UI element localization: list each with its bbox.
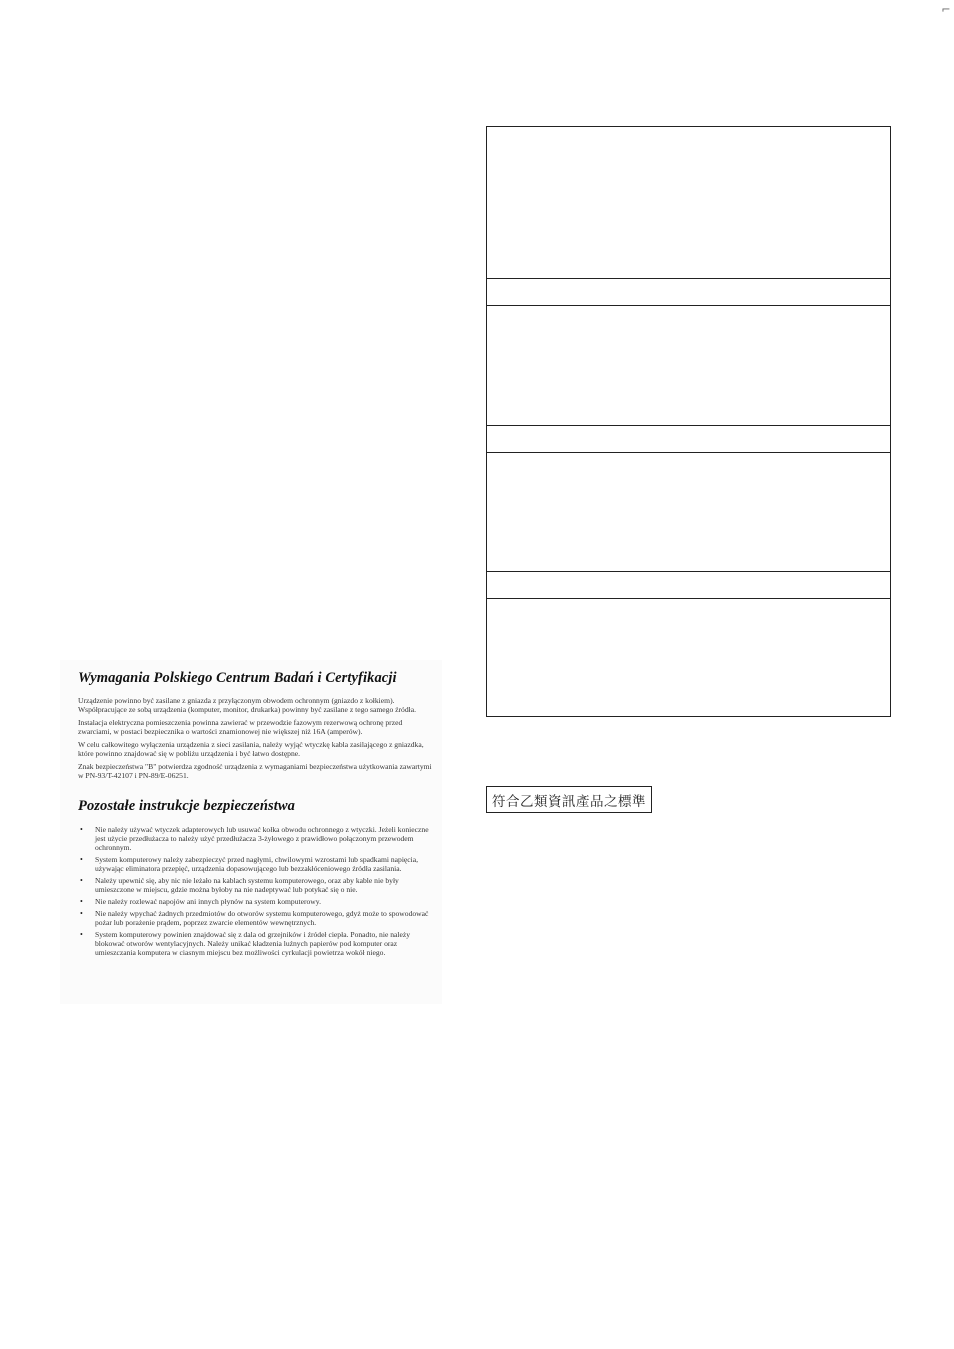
list-item-text: System komputerowy powinien znajdować się z dala od grzejników i źródeł ciepła. Ponadto, nie należy blokować otworów wentylacyjnych. Należy unikać kładzenia luźnych papierów pod komputer oraz umieszczania komputera w ciasnym miejscu bez możliwości cyrkulacji powietrza wokół niego. — [95, 930, 411, 957]
list-item — [78, 855, 436, 873]
polish-paragraph: Instalacja elektryczna pomieszczenia powinna zawierać w przewodzie fazowym rezerwową ochronę przed zwarciami, w postaci bezpiecznika o wartości znamionowej nie większej niż 16A (amperów). — [78, 718, 403, 736]
bullet-icon: • — [80, 897, 83, 906]
bullet-icon: • — [80, 930, 83, 939]
bullet-icon: • — [80, 825, 83, 834]
table-row — [487, 426, 890, 452]
bullet-icon: • — [80, 876, 83, 885]
list-item-text: Nie należy wpychać żadnych przedmiotów do otworów systemu komputerowego, gdyż może to spowodować pożar lub porażenie prądem, poprzez zwarcie elementów wewnętrznych. — [95, 909, 429, 927]
table-row — [487, 453, 890, 571]
list-item — [78, 909, 436, 927]
polish-certification-section — [60, 660, 442, 1004]
list-item — [78, 825, 436, 852]
table-row — [487, 572, 890, 598]
list-item-text: Należy upewnić się, aby nic nie leżało na kablach systemu komputerowego, oraz aby kable nie były umieszczone w miejscu, gdzie można byłoby na nie nadeptywać lub potykać się o nie. — [95, 876, 399, 894]
blank-table — [486, 126, 891, 717]
table-row — [487, 279, 890, 305]
list-item — [78, 897, 436, 906]
list-item — [78, 930, 436, 957]
table-row — [487, 599, 890, 715]
list-item — [78, 876, 436, 894]
table-row — [487, 306, 890, 425]
taiwan-class-b-label: 符合乙類資訊產品之標準 — [486, 786, 652, 813]
table-row — [487, 127, 890, 278]
polish-paragraph: Znak bezpieczeństwa "B" potwierdza zgodność urządzenia z wymaganiami bezpieczeństwa użytkowania zawartymi w PN-93/T-42107 i PN-89/E-06251. — [78, 762, 432, 780]
list-item-text: Nie należy używać wtyczek adapterowych lub usuwać kołka obwodu ochronnego z wtyczki. Jeżeli konieczne jest użycie przedłużacza to należy użyć przedłużacza 3-żyłowego z prawidłowo połączonym przewodem ochronnym. — [95, 825, 429, 852]
corner-mark: ⌐ — [941, 3, 951, 16]
list-item-text: System komputerowy należy zabezpieczyć przed nagłymi, chwilowymi wzrostami lub spadkami napięcia, używając eliminatora przepięć, urządzenia dopasowującego lub bezzakłóceniowego źródła zasilania. — [95, 855, 419, 873]
polish-paragraph: Urządzenie powinno być zasilane z gniazda z przyłączonym obwodem ochronnym (gniazdo z kołkiem). Współpracujące ze sobą urządzenia (komputer, monitor, drukarka) powinny być zasilane z tego samego źródła. — [78, 696, 417, 714]
polish-paragraph: W celu całkowitego wyłączenia urządzenia z sieci zasilania, należy wyjąć wtyczkę kabla zasilającego z gniazdka, które powinno znajdować się w pobliżu urządzenia i być łatwo dostępne. — [78, 740, 424, 758]
list-item-text: Nie należy rozlewać napojów ani innych płynów na system komputerowy. — [95, 897, 321, 906]
instructions-list — [78, 825, 436, 957]
bullet-icon: • — [80, 855, 83, 864]
polish-section-title: Wymagania Polskiego Centrum Badań i Certyfikacji — [78, 670, 397, 686]
bullet-icon: • — [80, 909, 83, 918]
other-instructions-title: Pozostałe instrukcje bezpieczeństwa — [78, 798, 295, 814]
